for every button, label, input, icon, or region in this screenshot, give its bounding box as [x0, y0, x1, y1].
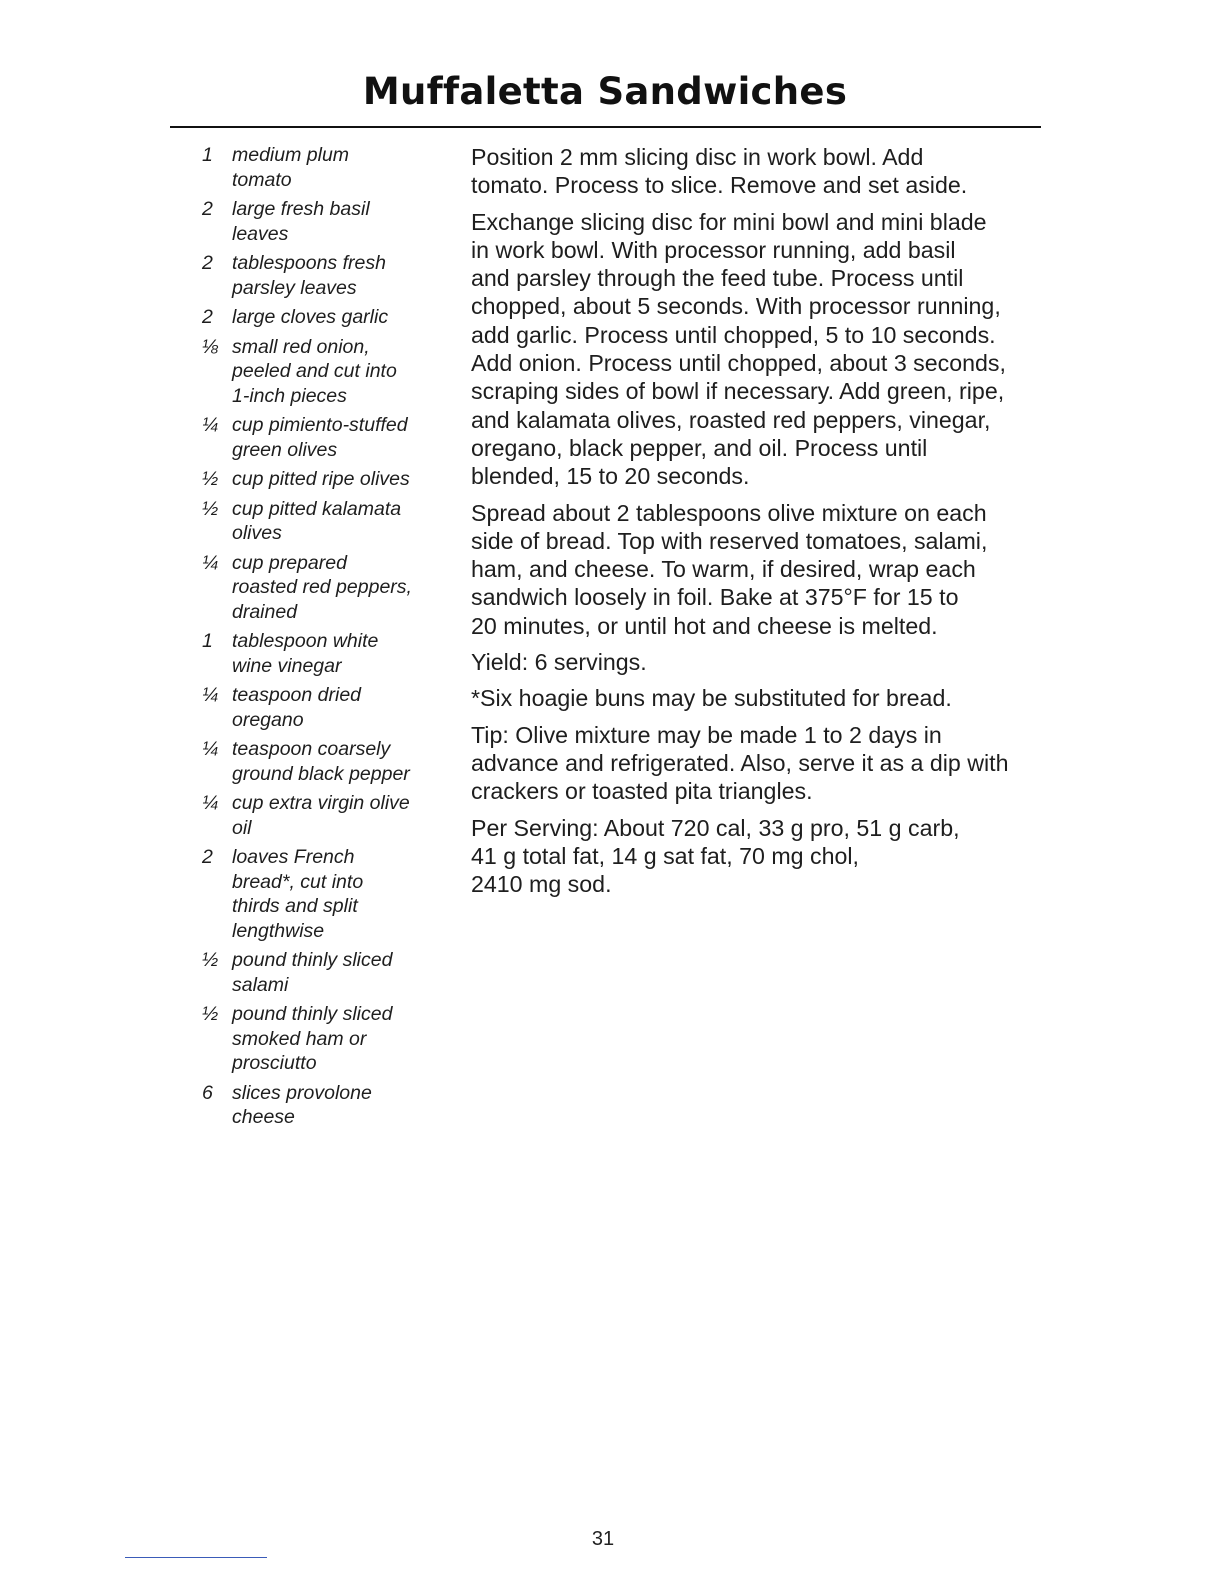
ingredient-line: small red onion,	[232, 335, 370, 358]
direction-paragraph	[471, 648, 1051, 676]
ingredient-line: cup prepared	[232, 551, 347, 574]
ingredient-quantity: ¼	[202, 551, 219, 574]
ingredient-line: lengthwise	[232, 919, 325, 942]
direction-line: Per Serving: About 720 cal, 33 g pro, 51 g carb,	[471, 814, 960, 841]
direction-line: oregano, black pepper, and oil. Process until	[471, 434, 928, 461]
ingredient-item	[196, 467, 456, 492]
ingredient-item	[196, 791, 456, 840]
direction-line: and kalamata olives, roasted red peppers, vinegar,	[471, 406, 991, 433]
ingredient-item	[196, 551, 456, 625]
ingredient-line: cup pitted kalamata	[232, 497, 402, 520]
ingredient-description	[232, 551, 456, 625]
ingredient-line: tablespoon white	[232, 630, 379, 652]
direction-line: Add onion. Process until chopped, about 3 seconds,	[471, 350, 1006, 377]
direction-line: 41 g total fat, 14 g sat fat, 70 mg chol,	[471, 842, 859, 869]
ingredient-line: teaspoon dried	[232, 684, 362, 706]
ingredient-line: 1-inch pieces	[232, 384, 347, 407]
direction-line: advance and refrigerated. Also, serve it as a dip with	[471, 749, 1009, 776]
ingredient-line: large fresh basil	[232, 198, 370, 220]
ingredient-description	[232, 413, 456, 462]
ingredient-line: leaves	[232, 222, 289, 245]
direction-line: Tip: Olive mixture may be made 1 to 2 days in	[471, 721, 942, 748]
ingredient-quantity: ½	[202, 1003, 219, 1025]
ingredient-line: medium plum	[232, 144, 350, 166]
ingredient-quantity: 2	[202, 846, 213, 868]
title-divider	[170, 126, 1041, 128]
direction-line: crackers or toasted pita triangles.	[471, 778, 813, 805]
direction-line: *Six hoagie buns may be substituted for bread.	[471, 685, 952, 712]
ingredient-quantity: ¼	[202, 792, 219, 814]
ingredient-line: green olives	[232, 438, 338, 461]
ingredient-line: roasted red peppers,	[232, 576, 412, 598]
ingredient-line: slices provolone	[232, 1081, 372, 1104]
ingredient-quantity: 2	[202, 198, 213, 220]
ingredient-description	[232, 467, 456, 492]
direction-line: blended, 15 to 20 seconds.	[471, 463, 750, 490]
ingredient-description	[232, 629, 456, 678]
ingredient-description	[232, 335, 456, 409]
direction-line: 20 minutes, or until hot and cheese is melted.	[471, 612, 938, 639]
ingredient-description	[232, 1002, 456, 1076]
ingredient-line: oregano	[232, 708, 304, 731]
ingredient-line: salami	[232, 973, 289, 996]
ingredient-item	[196, 497, 456, 546]
ingredient-line: pound thinly sliced	[232, 949, 393, 971]
ingredient-list	[196, 143, 456, 1135]
direction-line: scraping sides of bowl if necessary. Add green, ripe,	[471, 378, 1005, 405]
ingredient-description	[232, 251, 456, 300]
direction-line: add garlic. Process until chopped, 5 to 10 seconds.	[471, 321, 996, 348]
ingredient-item	[196, 251, 456, 300]
ingredient-line: cup pitted ripe olives	[232, 468, 410, 490]
ingredient-line: thirds and split	[232, 895, 358, 917]
direction-line: chopped, about 5 seconds. With processor running,	[471, 293, 1001, 320]
direction-paragraph	[471, 499, 1051, 640]
ingredient-description	[232, 197, 456, 246]
ingredient-description	[232, 143, 456, 192]
ingredient-item	[196, 413, 456, 462]
ingredient-line: ground black pepper	[232, 762, 410, 785]
ingredient-line: wine vinegar	[232, 654, 342, 677]
ingredient-description	[232, 948, 456, 997]
footer-line	[125, 1557, 267, 1558]
ingredient-item	[196, 197, 456, 246]
direction-line: Spread about 2 tablespoons olive mixture on each	[471, 499, 987, 526]
ingredient-quantity: ½	[202, 468, 219, 490]
direction-line: and parsley through the feed tube. Process until	[471, 265, 964, 292]
ingredient-quantity: 6	[202, 1081, 213, 1104]
ingredient-line: cheese	[232, 1106, 295, 1128]
ingredient-line: oil	[232, 816, 252, 839]
direction-paragraph	[471, 721, 1051, 806]
ingredient-quantity: ¼	[202, 414, 219, 436]
directions	[471, 143, 1051, 906]
ingredient-line: teaspoon coarsely	[232, 738, 391, 760]
direction-paragraph	[471, 684, 1051, 712]
direction-line: in work bowl. With processor running, add basil	[471, 236, 956, 263]
direction-line: ham, and cheese. To warm, if desired, wrap each	[471, 556, 976, 583]
ingredient-quantity: 2	[202, 252, 213, 274]
page-number: 31	[591, 1528, 615, 1550]
ingredient-description	[232, 1081, 456, 1130]
ingredient-line: prosciutto	[232, 1052, 317, 1074]
ingredient-line: tomato	[232, 168, 292, 191]
direction-paragraph	[471, 143, 1051, 200]
ingredient-line: peeled and cut into	[232, 360, 397, 382]
ingredient-line: drained	[232, 600, 298, 623]
ingredient-item	[196, 305, 456, 330]
ingredient-line: loaves French	[232, 846, 355, 868]
direction-line: side of bread. Top with reserved tomatoes, salami,	[471, 527, 988, 554]
ingredient-item	[196, 143, 456, 192]
ingredient-line: cup pimiento-stuffed	[232, 414, 408, 436]
ingredient-item	[196, 737, 456, 786]
direction-paragraph	[471, 208, 1051, 491]
direction-line: tomato. Process to slice. Remove and set aside.	[471, 172, 968, 199]
ingredient-description	[232, 791, 456, 840]
ingredient-description	[232, 683, 456, 732]
ingredient-item	[196, 845, 456, 943]
ingredient-quantity: ⅛	[202, 335, 219, 358]
ingredient-line: parsley leaves	[232, 276, 357, 299]
ingredient-item	[196, 629, 456, 678]
ingredient-line: bread*, cut into	[232, 870, 364, 893]
direction-line: Position 2 mm slicing disc in work bowl. Add	[471, 144, 924, 170]
ingredient-description	[232, 305, 456, 330]
ingredient-description	[232, 497, 456, 546]
ingredient-description	[232, 737, 456, 786]
ingredient-line: cup extra virgin olive	[232, 792, 410, 814]
direction-paragraph	[471, 814, 1051, 899]
direction-line: Exchange slicing disc for mini bowl and mini blade	[471, 208, 987, 235]
ingredient-item	[196, 335, 456, 409]
ingredient-quantity: 1	[202, 630, 213, 652]
ingredient-item	[196, 1081, 456, 1130]
ingredient-quantity: 1	[202, 144, 213, 166]
ingredient-item	[196, 948, 456, 997]
ingredient-line: smoked ham or	[232, 1027, 367, 1050]
ingredient-line: large cloves garlic	[232, 306, 389, 328]
ingredient-quantity: ½	[202, 497, 219, 520]
direction-line: 2410 mg sod.	[471, 871, 612, 898]
direction-line: Yield: 6 servings.	[471, 649, 647, 676]
ingredient-quantity: ½	[202, 949, 219, 971]
ingredient-line: olives	[232, 522, 282, 544]
ingredient-line: tablespoons fresh	[232, 252, 386, 274]
ingredient-description	[232, 845, 456, 943]
ingredient-item	[196, 683, 456, 732]
direction-line: sandwich loosely in foil. Bake at 375°F for 15 to	[471, 584, 959, 611]
ingredient-quantity: 2	[202, 306, 213, 328]
ingredient-line: pound thinly sliced	[232, 1003, 393, 1025]
recipe-title: Muffaletta Sandwiches	[362, 70, 848, 113]
ingredient-item	[196, 1002, 456, 1076]
ingredient-quantity: ¼	[202, 738, 219, 760]
ingredient-quantity: ¼	[202, 684, 219, 706]
